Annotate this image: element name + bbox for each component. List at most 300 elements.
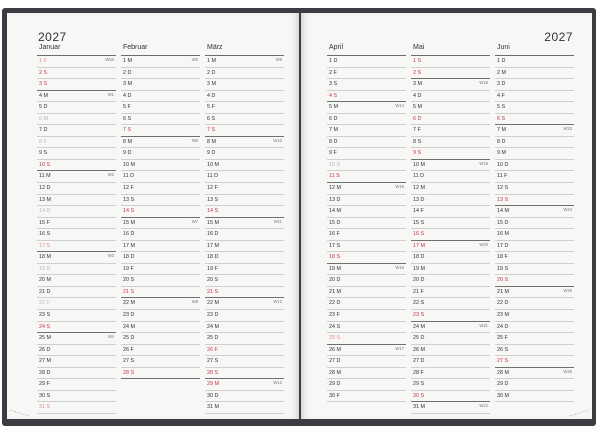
left-page-year: 2027 bbox=[38, 30, 67, 44]
day-label: 30 S bbox=[413, 392, 425, 399]
right-page-year: 2027 bbox=[544, 30, 573, 44]
month-column-februar bbox=[121, 43, 200, 379]
day-row bbox=[205, 195, 284, 207]
day-row bbox=[411, 298, 490, 310]
day-label: 19 S bbox=[497, 265, 509, 272]
day-label: 26 F bbox=[123, 346, 134, 353]
day-row bbox=[411, 206, 490, 218]
day-label: 18 D bbox=[207, 254, 219, 261]
day-row bbox=[37, 322, 116, 334]
week-number: W53 bbox=[105, 57, 114, 62]
day-label: 10 M bbox=[123, 161, 135, 168]
day-label: 20 S bbox=[123, 277, 135, 284]
day-row bbox=[205, 241, 284, 253]
day-label: 4 D bbox=[413, 92, 422, 99]
day-row bbox=[205, 102, 284, 114]
day-label: 17 M bbox=[413, 242, 425, 249]
day-label: 8 D bbox=[497, 138, 506, 145]
day-row bbox=[495, 79, 574, 91]
day-row bbox=[327, 264, 406, 276]
day-row bbox=[121, 68, 200, 80]
day-row bbox=[327, 218, 406, 230]
day-row bbox=[495, 287, 574, 299]
day-row bbox=[327, 137, 406, 149]
day-label: 16 D bbox=[123, 231, 135, 238]
week-number: W12 bbox=[273, 299, 282, 305]
day-label: 27 D bbox=[413, 358, 425, 365]
day-row bbox=[495, 310, 574, 322]
day-label: 30 M bbox=[497, 392, 509, 399]
day-row bbox=[327, 241, 406, 253]
day-row bbox=[495, 322, 574, 334]
corner-dotted-line-right bbox=[566, 409, 590, 417]
day-label: 17 S bbox=[39, 242, 51, 249]
day-row bbox=[121, 56, 200, 68]
day-row bbox=[495, 195, 574, 207]
day-row bbox=[205, 322, 284, 334]
day-label: 29 F bbox=[39, 381, 50, 388]
day-row bbox=[121, 125, 200, 137]
day-row bbox=[327, 298, 406, 310]
month-name-april: April bbox=[329, 44, 344, 51]
day-label: 13 S bbox=[207, 196, 219, 203]
day-row bbox=[495, 368, 574, 380]
day-row bbox=[327, 333, 406, 345]
day-label: 25 S bbox=[329, 335, 341, 342]
day-label: 12 S bbox=[497, 185, 509, 192]
day-label: 8 F bbox=[39, 138, 47, 145]
week-number: W7 bbox=[191, 218, 198, 224]
day-label: 11 D bbox=[207, 173, 218, 180]
day-row bbox=[327, 79, 406, 91]
day-label: 15 M bbox=[207, 219, 219, 226]
week-number: W2 bbox=[107, 172, 114, 178]
day-label: 30 D bbox=[207, 392, 219, 399]
day-row bbox=[205, 79, 284, 91]
day-row bbox=[327, 114, 406, 126]
day-label: 24 D bbox=[497, 323, 509, 330]
day-row bbox=[495, 379, 574, 391]
day-row bbox=[121, 229, 200, 241]
day-row bbox=[37, 356, 116, 368]
day-row bbox=[37, 148, 116, 160]
day-row bbox=[495, 218, 574, 230]
day-label: 23 S bbox=[413, 312, 425, 319]
day-row bbox=[37, 114, 116, 126]
day-label: 23 F bbox=[329, 312, 340, 319]
day-row bbox=[121, 79, 200, 91]
day-row bbox=[327, 160, 406, 172]
day-label: 2 F bbox=[329, 69, 337, 76]
day-row bbox=[495, 345, 574, 357]
day-label: 12 F bbox=[123, 185, 134, 192]
day-label: 26 D bbox=[39, 346, 51, 353]
day-row bbox=[495, 68, 574, 80]
day-row bbox=[495, 102, 574, 114]
month-name-mai: Mai bbox=[413, 44, 425, 51]
day-label: 12 M bbox=[413, 185, 425, 192]
day-label: 19 F bbox=[207, 265, 218, 272]
day-row bbox=[121, 114, 200, 126]
day-label: 9 M bbox=[497, 150, 506, 157]
day-row bbox=[327, 125, 406, 137]
week-number: W3 bbox=[107, 253, 114, 259]
day-row bbox=[205, 333, 284, 345]
day-row bbox=[327, 368, 406, 380]
day-row bbox=[121, 218, 200, 230]
day-label: 14 S bbox=[207, 208, 219, 215]
day-row bbox=[327, 356, 406, 368]
day-label: 28 M bbox=[497, 369, 509, 376]
week-number: W11 bbox=[273, 218, 282, 224]
week-number: W17 bbox=[395, 345, 404, 351]
day-label: 28 M bbox=[329, 369, 341, 376]
day-row bbox=[37, 402, 116, 414]
day-label: 6 D bbox=[329, 115, 338, 122]
day-label: 21 S bbox=[207, 288, 219, 295]
day-row bbox=[495, 252, 574, 264]
day-label: 20 D bbox=[329, 277, 341, 284]
day-label: 17 M bbox=[207, 242, 219, 249]
day-label: 19 F bbox=[123, 265, 134, 272]
day-label: 25 D bbox=[123, 335, 135, 342]
day-row bbox=[327, 345, 406, 357]
day-row bbox=[205, 56, 284, 68]
day-row bbox=[327, 102, 406, 114]
day-row bbox=[121, 183, 200, 195]
day-label: 1 S bbox=[413, 58, 422, 64]
day-row bbox=[37, 275, 116, 287]
day-row bbox=[411, 322, 490, 334]
day-row bbox=[495, 171, 574, 183]
day-label: 22 M bbox=[207, 300, 219, 307]
day-label: 14 M bbox=[497, 208, 509, 215]
day-label: 26 S bbox=[497, 346, 509, 353]
day-row bbox=[37, 195, 116, 207]
day-label: 4 M bbox=[39, 92, 48, 99]
month-column-januar bbox=[37, 43, 116, 414]
day-label: 26 M bbox=[413, 346, 425, 353]
month-name-januar: Januar bbox=[39, 44, 61, 51]
day-label: 22 S bbox=[413, 300, 425, 307]
day-label: 21 M bbox=[329, 288, 341, 295]
day-row bbox=[495, 241, 574, 253]
day-label: 14 D bbox=[39, 208, 51, 215]
day-row bbox=[495, 333, 574, 345]
day-row bbox=[121, 206, 200, 218]
day-label: 24 M bbox=[123, 323, 135, 330]
day-row bbox=[411, 171, 490, 183]
day-row bbox=[121, 252, 200, 264]
day-label: 21 F bbox=[413, 288, 424, 295]
day-row bbox=[121, 275, 200, 287]
day-row bbox=[327, 56, 406, 68]
day-row bbox=[121, 160, 200, 172]
day-row bbox=[205, 125, 284, 137]
day-label: 5 M bbox=[413, 104, 422, 111]
day-row bbox=[411, 391, 490, 403]
day-label: 6 S bbox=[123, 115, 132, 122]
day-label: 3 D bbox=[497, 81, 506, 88]
day-label: 6 S bbox=[497, 115, 506, 122]
day-row bbox=[327, 68, 406, 80]
day-row bbox=[411, 68, 490, 80]
week-number: W1 bbox=[107, 91, 114, 97]
day-row bbox=[205, 183, 284, 195]
day-row bbox=[205, 345, 284, 357]
day-label: 18 S bbox=[329, 254, 341, 261]
day-label: 22 F bbox=[39, 300, 50, 307]
day-label: 2 D bbox=[123, 69, 132, 76]
day-row bbox=[327, 391, 406, 403]
day-label: 20 M bbox=[39, 277, 51, 284]
day-label: 25 M bbox=[39, 335, 51, 342]
day-label: 13 M bbox=[39, 196, 51, 203]
day-label: 19 M bbox=[329, 265, 341, 272]
day-row bbox=[37, 241, 116, 253]
day-row bbox=[37, 368, 116, 380]
day-row bbox=[411, 125, 490, 137]
day-label: 11 D bbox=[413, 173, 424, 180]
week-number: W8 bbox=[191, 299, 198, 305]
day-row bbox=[205, 368, 284, 380]
week-number: W16 bbox=[395, 264, 404, 270]
day-row bbox=[37, 287, 116, 299]
day-row bbox=[411, 333, 490, 345]
day-label: 26 F bbox=[207, 346, 218, 353]
day-row bbox=[121, 102, 200, 114]
week-number: W6 bbox=[191, 137, 198, 143]
day-row bbox=[327, 275, 406, 287]
day-label: 4 S bbox=[329, 92, 338, 99]
day-label: 9 S bbox=[413, 150, 422, 157]
day-label: 14 S bbox=[123, 208, 135, 215]
day-label: 4 F bbox=[497, 92, 505, 99]
day-label: 5 F bbox=[207, 104, 215, 111]
week-number: W13 bbox=[273, 380, 282, 386]
day-label: 18 M bbox=[39, 254, 51, 261]
day-label: 8 M bbox=[207, 138, 216, 145]
day-label: 23 D bbox=[207, 312, 219, 319]
day-label: 25 F bbox=[497, 335, 508, 342]
day-row bbox=[121, 137, 200, 149]
day-label: 28 S bbox=[123, 369, 135, 376]
day-label: 16 F bbox=[329, 231, 340, 238]
month-column-april bbox=[327, 43, 406, 402]
day-label: 13 S bbox=[497, 196, 509, 203]
week-number: W18 bbox=[479, 80, 488, 86]
day-label: 7 F bbox=[413, 127, 421, 134]
day-label: 29 D bbox=[329, 381, 341, 388]
day-row bbox=[327, 183, 406, 195]
day-label: 3 S bbox=[329, 81, 338, 88]
day-row bbox=[495, 264, 574, 276]
day-row bbox=[411, 287, 490, 299]
day-row bbox=[495, 206, 574, 218]
month-name-maerz: März bbox=[207, 44, 223, 51]
week-number: W26 bbox=[563, 368, 572, 374]
day-row bbox=[495, 391, 574, 403]
day-label: 9 S bbox=[39, 150, 48, 157]
day-row bbox=[205, 287, 284, 299]
day-label: 27 S bbox=[497, 358, 509, 365]
day-row bbox=[205, 68, 284, 80]
day-row bbox=[327, 379, 406, 391]
day-label: 10 M bbox=[413, 161, 425, 168]
day-row bbox=[495, 125, 574, 137]
week-number: W9 bbox=[275, 57, 282, 62]
day-label: 4 D bbox=[123, 92, 132, 99]
day-row bbox=[495, 229, 574, 241]
day-label: 5 D bbox=[39, 104, 48, 111]
day-label: 11 M bbox=[39, 173, 51, 180]
day-label: 19 D bbox=[39, 265, 51, 272]
day-label: 16 S bbox=[413, 231, 425, 238]
day-row bbox=[37, 206, 116, 218]
day-label: 18 D bbox=[123, 254, 135, 261]
day-row bbox=[411, 241, 490, 253]
day-row bbox=[37, 379, 116, 391]
week-number: W4 bbox=[107, 334, 114, 340]
day-label: 12 D bbox=[39, 185, 51, 192]
day-label: 21 D bbox=[39, 288, 51, 295]
day-label: 14 F bbox=[413, 208, 424, 215]
day-row bbox=[411, 368, 490, 380]
week-number: W5 bbox=[191, 57, 198, 62]
day-row bbox=[205, 310, 284, 322]
week-number: W20 bbox=[479, 241, 488, 247]
day-row bbox=[411, 379, 490, 391]
week-number: W22 bbox=[479, 403, 488, 409]
day-row bbox=[411, 183, 490, 195]
day-label: 5 F bbox=[123, 104, 131, 111]
day-row bbox=[37, 229, 116, 241]
day-label: 20 S bbox=[207, 277, 219, 284]
day-row bbox=[495, 137, 574, 149]
day-label: 31 M bbox=[207, 404, 219, 411]
day-label: 7 D bbox=[39, 127, 48, 134]
day-row bbox=[121, 287, 200, 299]
day-row bbox=[37, 310, 116, 322]
day-row bbox=[411, 310, 490, 322]
day-label: 5 S bbox=[497, 104, 506, 111]
day-label: 2 M bbox=[497, 69, 506, 76]
day-label: 10 D bbox=[497, 161, 509, 168]
day-label: 23 D bbox=[123, 312, 135, 319]
day-label: 7 S bbox=[123, 127, 132, 134]
day-row bbox=[495, 183, 574, 195]
day-label: 11 S bbox=[329, 173, 340, 180]
day-row bbox=[205, 391, 284, 403]
day-row bbox=[411, 195, 490, 207]
day-label: 16 D bbox=[207, 231, 219, 238]
day-label: 6 S bbox=[207, 115, 216, 122]
day-row bbox=[327, 206, 406, 218]
day-label: 29 D bbox=[497, 381, 509, 388]
day-label: 12 F bbox=[207, 185, 218, 192]
day-label: 18 F bbox=[497, 254, 508, 261]
day-row bbox=[205, 298, 284, 310]
day-label: 20 S bbox=[497, 277, 509, 284]
day-row bbox=[121, 310, 200, 322]
day-row bbox=[411, 252, 490, 264]
week-number: W21 bbox=[479, 322, 488, 328]
day-label: 6 M bbox=[39, 115, 48, 122]
day-row bbox=[205, 356, 284, 368]
day-label: 9 D bbox=[207, 150, 216, 157]
day-label: 27 M bbox=[39, 358, 51, 365]
day-row bbox=[121, 368, 200, 380]
day-label: 24 S bbox=[329, 323, 341, 330]
day-label: 21 M bbox=[497, 288, 509, 295]
day-row bbox=[327, 148, 406, 160]
day-row bbox=[37, 102, 116, 114]
day-label: 9 D bbox=[123, 150, 132, 157]
day-label: 28 S bbox=[207, 369, 219, 376]
day-row bbox=[327, 252, 406, 264]
day-label: 7 S bbox=[207, 127, 216, 134]
week-number: W19 bbox=[479, 160, 488, 166]
day-row bbox=[37, 56, 116, 68]
day-row bbox=[205, 379, 284, 391]
day-row bbox=[411, 91, 490, 103]
day-row bbox=[121, 345, 200, 357]
day-label: 15 D bbox=[329, 219, 341, 226]
day-label: 18 D bbox=[413, 254, 425, 261]
day-label: 15 M bbox=[123, 219, 135, 226]
day-row bbox=[411, 56, 490, 68]
day-row bbox=[495, 275, 574, 287]
day-row bbox=[495, 298, 574, 310]
day-row bbox=[205, 91, 284, 103]
day-label: 20 D bbox=[413, 277, 425, 284]
month-column-maerz bbox=[205, 43, 284, 414]
week-number: W15 bbox=[395, 184, 404, 190]
day-row bbox=[37, 183, 116, 195]
day-label: 27 S bbox=[123, 358, 135, 365]
day-label: 16 M bbox=[497, 231, 509, 238]
day-label: 7 M bbox=[497, 127, 506, 134]
month-column-juni bbox=[495, 43, 574, 402]
day-label: 8 M bbox=[123, 138, 132, 145]
day-row bbox=[327, 310, 406, 322]
month-column-mai bbox=[411, 43, 490, 414]
day-row bbox=[37, 125, 116, 137]
day-row bbox=[37, 333, 116, 345]
day-row bbox=[411, 345, 490, 357]
day-row bbox=[205, 160, 284, 172]
day-label: 1 M bbox=[207, 58, 216, 64]
day-label: 17 D bbox=[497, 242, 509, 249]
day-label: 19 M bbox=[413, 265, 425, 272]
day-label: 23 S bbox=[39, 312, 51, 319]
day-label: 15 F bbox=[39, 219, 50, 226]
day-row bbox=[37, 137, 116, 149]
week-number: W23 bbox=[563, 126, 572, 132]
day-label: 1 D bbox=[329, 58, 338, 64]
day-label: 6 D bbox=[413, 115, 422, 122]
week-number: W25 bbox=[563, 287, 572, 293]
day-label: 1 F bbox=[39, 58, 47, 64]
day-row bbox=[411, 275, 490, 287]
day-label: 24 S bbox=[39, 323, 51, 330]
day-row bbox=[495, 356, 574, 368]
month-name-juni: Juni bbox=[497, 44, 510, 51]
day-row bbox=[411, 148, 490, 160]
week-number: W14 bbox=[395, 103, 404, 109]
day-row bbox=[205, 171, 284, 183]
day-label: 12 M bbox=[329, 185, 341, 192]
